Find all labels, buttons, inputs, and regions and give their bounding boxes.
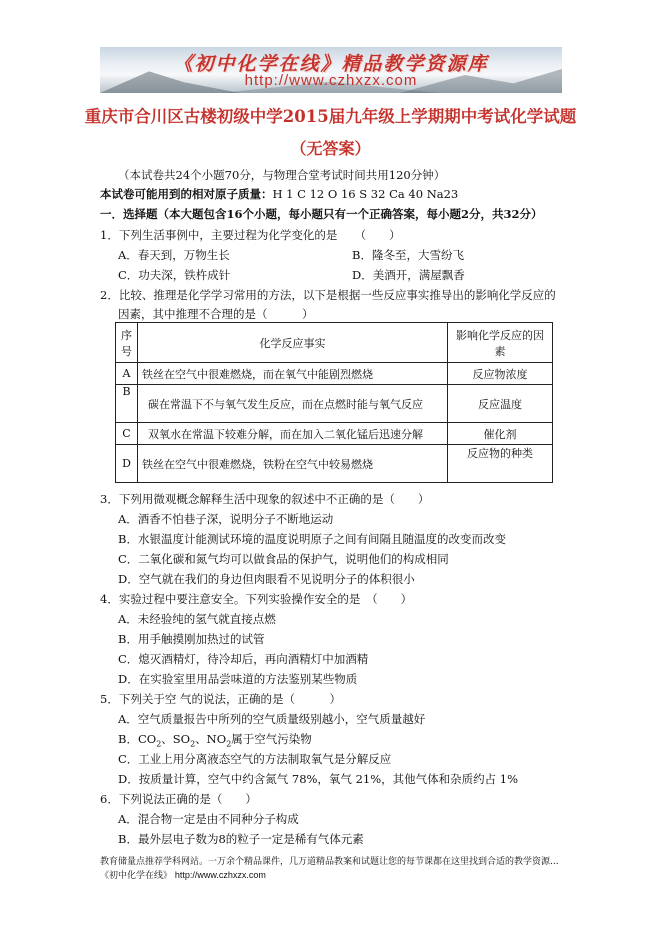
q4-option-c: C．熄灭酒精灯，待冷却后，再向酒精灯中加酒精 <box>118 652 369 666</box>
row-factor: 反应物的种类 <box>448 445 553 483</box>
q5-b-part: 属于空气污染物 <box>231 732 312 746</box>
page-title: 重庆市合川区古楼初级中学2015届九年级上学期期中考试化学试题 <box>84 107 577 126</box>
atomic-mass-line <box>100 187 458 201</box>
table-row <box>116 423 553 445</box>
footer-ad <box>100 856 560 883</box>
row-id: D <box>116 445 138 483</box>
q4-option-d: D．在实验室里用品尝味道的方法鉴别某些物质 <box>118 672 358 686</box>
q6-option-b: B．最外层电子数为8的粒子一定是稀有气体元素 <box>118 832 364 846</box>
section-heading: 一．选择题（本大题包含16个小题，每小题只有一个正确答案，每小题2分，共32分） <box>100 207 543 221</box>
q3-stem: 3．下列用微观概念解释生活中现象的叙述中不正确的是（ ） <box>100 492 430 506</box>
row-fact: 碳在常温下不与氧气发生反应，而在点燃时能与氧气反应 <box>138 385 448 423</box>
q1-option-d: D．美酒开，满屋飘香 <box>352 268 465 282</box>
header-factor: 影响化学反应的因素 <box>448 323 553 363</box>
q5-option-a: A．空气质量报告中所列的空气质量级别越小，空气质量越好 <box>118 712 426 726</box>
row-factor: 反应温度 <box>448 385 553 423</box>
row-fact: 铁丝在空气中很难燃烧，铁粉在空气中较易燃烧 <box>138 445 448 483</box>
table-row <box>116 445 553 483</box>
row-id: B <box>116 385 138 423</box>
header-index: 序号 <box>116 323 138 363</box>
row-factor: 反应物浓度 <box>448 363 553 385</box>
q3-option-b: B．水银温度计能测试环境的温度说明原子之间有间隔且随温度的改变而改变 <box>118 532 506 546</box>
row-fact: 铁丝在空气中很难燃烧，而在氧气中能剧烈燃烧 <box>138 363 448 385</box>
exam-note: （本试卷共24个小题70分，与物理合堂考试时间共用120分钟） <box>118 168 446 182</box>
footer-text: 教育储量点推荐学科网站。一万余个精品课件，几万道精品教案和试题让您的每节课都在这里找到合适的教学资源...《初中化学在线》 <box>100 857 559 881</box>
atomic-mass-label: 本试卷可能用到的相对原子质量： <box>100 187 273 201</box>
q5-b-sub: 2 <box>156 739 162 749</box>
header-fact: 化学反应事实 <box>138 323 448 363</box>
table-header-row <box>116 323 553 363</box>
q3-option-a: A．酒香不怕巷子深，说明分子不断地运动 <box>118 512 334 526</box>
q5-b-sub: 2 <box>226 739 232 749</box>
q4-option-b: B．用手触摸刚加热过的试管 <box>118 632 265 646</box>
q5-stem: 5．下列关于空 气的说法，正确的是（ ） <box>100 692 341 706</box>
row-id: A <box>116 363 138 385</box>
q5-b-part: 、NO <box>195 732 227 746</box>
q4-stem: 4．实验过程中要注意安全。下列实验操作安全的是 （ ） <box>100 592 413 606</box>
row-id: C <box>116 423 138 445</box>
q1-option-a: A．春天到，万物生长 <box>118 248 230 262</box>
q3-option-c: C．二氧化碳和氮气均可以做食品的保护气，说明他们的构成相同 <box>118 552 449 566</box>
row-factor: 催化剂 <box>448 423 553 445</box>
row-fact: 双氧水在常温下较难分解，而在加入二氧化锰后迅速分解 <box>138 423 448 445</box>
q5-b-part: 、SO <box>161 732 191 746</box>
q2-stem-line2: 因素，其中推理不合理的是（ ） <box>118 307 314 321</box>
q1-option-c: C．功夫深，铁杵成针 <box>118 268 231 282</box>
table-row <box>116 363 553 385</box>
q4-option-a: A．未经验纯的氢气就直接点燃 <box>118 612 276 626</box>
q3-option-d: D．空气就在我们的身边但肉眼看不见说明分子的体积很小 <box>118 572 415 586</box>
q2-stem-line1: 2．比较、推理是化学学习常用的方法，以下是根据一些反应事实推导出的影响化学反应的 <box>100 288 556 302</box>
q5-b-part: B．CO <box>118 732 157 746</box>
q1-stem: 1．下列生活事例中，主要过程为化学变化的是 （ ） <box>100 228 401 242</box>
q6-option-a: A．混合物一定是由不同种分子构成 <box>118 812 299 826</box>
q5-option-d: D．按质量计算，空气中约含氮气 78%，氧气 21%，其他气体和杂质约占 1% <box>118 772 519 786</box>
banner-image <box>100 47 562 93</box>
q6-stem: 6．下列说法正确的是（ ） <box>100 792 257 806</box>
banner-title: 《初中化学在线》精品教学资源库 <box>173 53 489 75</box>
banner-url[interactable]: http://www.czhxzx.com <box>244 72 418 89</box>
q2-table <box>115 322 553 483</box>
footer-link[interactable]: http://www.czhxzx.com <box>174 870 266 880</box>
page-subtitle: （无答案） <box>290 139 371 158</box>
atomic-mass-values: H 1 C 12 O 16 S 32 Ca 40 Na23 <box>272 187 459 201</box>
table-row <box>116 385 553 423</box>
q5-option-b <box>118 732 312 751</box>
q1-option-b: B．隆冬至，大雪纷飞 <box>352 248 464 262</box>
q5-b-sub: 2 <box>190 739 196 749</box>
q5-option-c: C．工业上用分离液态空气的方法制取氧气是分解反应 <box>118 752 392 766</box>
